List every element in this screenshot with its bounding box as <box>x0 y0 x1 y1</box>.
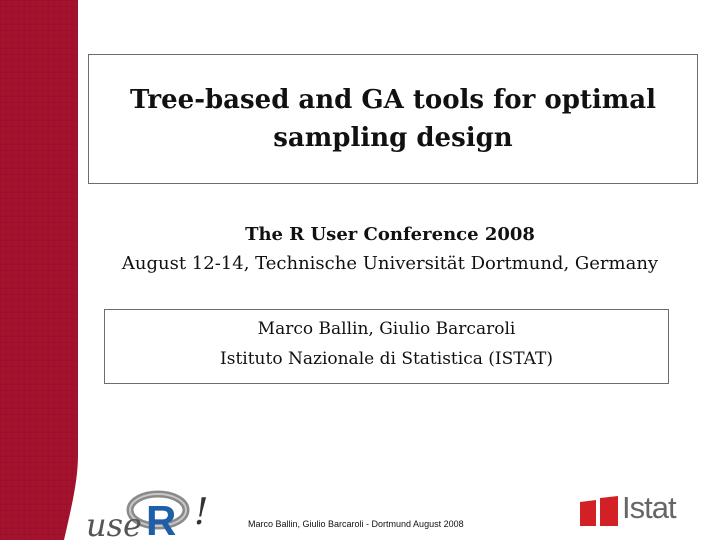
conference-date-place: August 12-14, Technische Universität Dortmund, Germany <box>121 253 659 274</box>
istat-wordmark: Istat <box>622 490 676 525</box>
authors: Marco Ballin, Giulio Barcaroli <box>257 319 516 339</box>
svg-text:!: ! <box>194 492 209 533</box>
istat-mark-icon <box>578 496 620 528</box>
left-decorative-band <box>0 0 80 540</box>
svg-text:use: use <box>86 506 142 538</box>
conference-name: The R User Conference 2008 <box>245 224 535 245</box>
title-box <box>88 54 698 184</box>
institute: Istituto Nazionale di Statistica (ISTAT) <box>220 349 553 369</box>
istat-logo <box>578 490 686 530</box>
svg-text:R: R <box>146 497 177 538</box>
user-r-logo <box>86 480 216 538</box>
slide-title: Tree-based and GA tools for optimal sampling design <box>129 85 657 153</box>
authors-box <box>104 309 669 384</box>
footer-text: Marco Ballin, Giulio Barcaroli - Dortmund August 2008 <box>248 519 464 529</box>
